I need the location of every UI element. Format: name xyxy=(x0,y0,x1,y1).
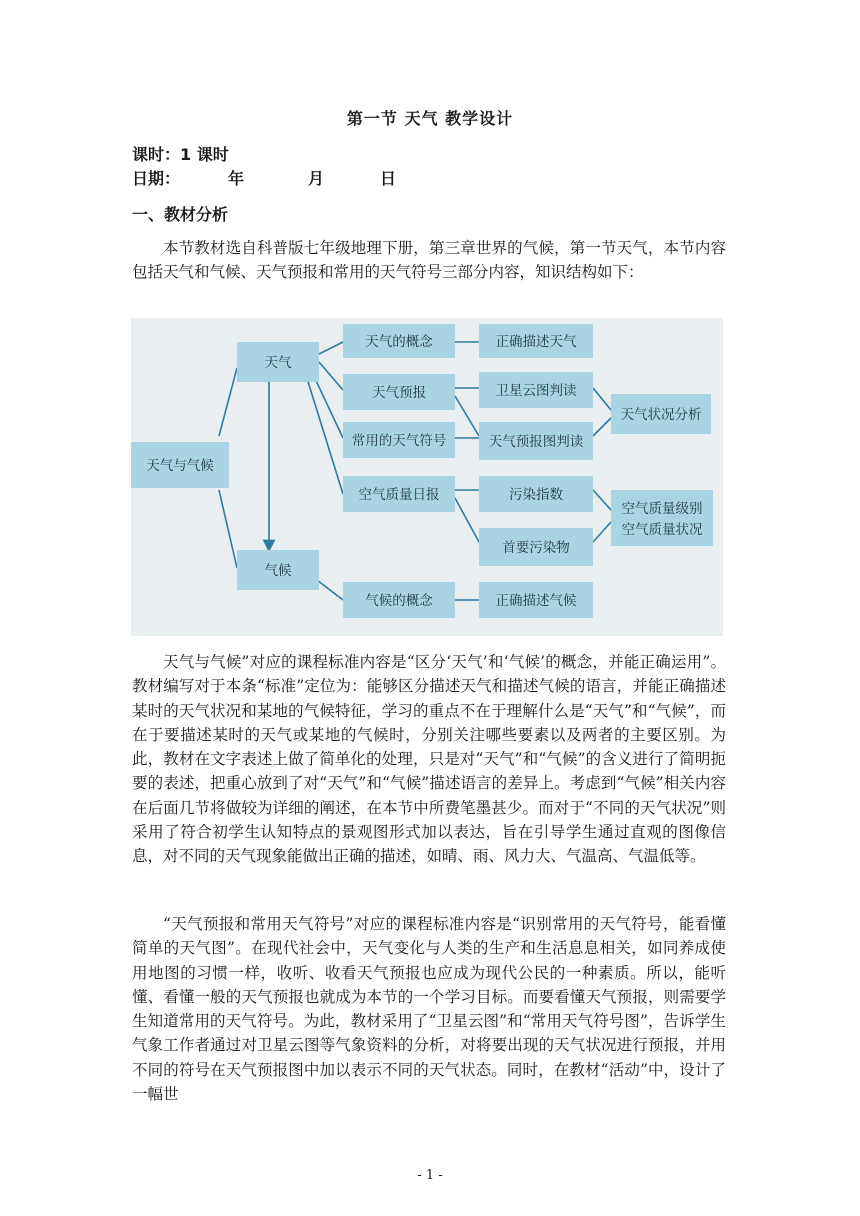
node-climate: 气候 xyxy=(264,563,292,579)
node-primary-pollutant: 首要污染物 xyxy=(502,540,570,556)
node-pollution-index: 污染指数 xyxy=(509,487,563,503)
date-month: 月 xyxy=(308,169,325,188)
node-forecast: 天气预报 xyxy=(372,385,426,401)
knowledge-structure-diagram xyxy=(131,318,723,636)
paragraph-weather-climate: 天气与气候”对应的课程标准内容是“区分‘天气’和‘气候’的概念，并能正确运用”。教材编写对于本条“标准”定位为：能够区分描述天气和描述气候的语言，并能正确描述某时的天气状况和某地的气候特征，学习的重点不在于理解什么是“天气”和“气候”，而在于要描述某时的天气或某地的气候时，分别关注哪些要素以及两者的主要区别。为此，教材在文字表述上做了简单化的处理，只是对“天气”和“气候”的含义进行了简明扼要的表述，把重心放到了对“天气”和“气候”描述语言的差异上。考虑到“气候”相关内容在后面几节将做较为详细的阐述，在本节中所费笔墨甚少。而对于“不同的天气状况”则采用了符合初学生认知特点的景观图形式加以表达，旨在引导学生通过直观的图像信息，对不同的天气现象能做出正确的描述，如晴、雨、风力大、气温高、气温低等。 xyxy=(132,653,726,866)
node-describe-weather: 正确描述天气 xyxy=(495,334,577,350)
node-air-quality: 空气质量日报 xyxy=(358,487,440,503)
node-symbols: 常用的天气符号 xyxy=(351,433,447,449)
node-forecast-map: 天气预报图判读 xyxy=(488,434,584,450)
page-number: - 1 - xyxy=(417,1168,443,1183)
node-concept-climate: 气候的概念 xyxy=(365,593,433,609)
date-label: 日期： xyxy=(132,169,181,188)
node-describe-climate: 正确描述气候 xyxy=(495,593,577,609)
diagram-svg xyxy=(131,318,723,636)
node-aq-status: 空气质量状况 xyxy=(621,522,703,538)
paragraph-intro: 本节教材选自科普版七年级地理下册，第三章世界的气候，第一节天气，本节内容包括天气和气候、天气预报和常用的天气符号三部分内容，知识结构如下： xyxy=(132,239,726,282)
class-period: 课时：1 课时 xyxy=(132,145,229,164)
date-year: 年 xyxy=(228,169,245,188)
paragraph-forecast-symbols: “天气预报和常用天气符号”对应的课程标准内容是“识别常用的天气符号，能看懂简单的天气图”。在现代社会中，天气变化与人类的生产和生活息息相关，如同养成使用地图的习惯一样，收听、收看天气预报也应成为现代公民的一种素质。所以，能听懂、看懂一般的天气预报也就成为本节的一个学习目标。而要看懂天气预报，则需要学生知道常用的天气符号。为此，教材采用了“卫星云图”和“常用天气符号图”，告诉学生气象工作者通过对卫星云图等气象资料的分析，对将要出现的天气状况进行预报，并用不同的符号在天气预报图中加以表示不同的天气状态。同时，在教材“活动”中，设计了一幅世 xyxy=(132,915,726,1104)
node-root: 天气与气候 xyxy=(146,458,214,474)
node-concept-weather: 天气的概念 xyxy=(365,334,433,350)
node-satellite: 卫星云图判读 xyxy=(495,383,577,399)
node-weather: 天气 xyxy=(264,355,292,371)
node-aq-level: 空气质量级别 xyxy=(621,501,703,517)
date-line xyxy=(132,166,396,189)
date-day: 日 xyxy=(380,169,397,188)
diagram-boxes xyxy=(131,324,713,618)
node-weather-analysis: 天气状况分析 xyxy=(620,407,702,423)
section-heading: 一、教材分析 xyxy=(132,205,229,224)
document-title: 第一节 天气 教学设计 xyxy=(346,109,514,128)
